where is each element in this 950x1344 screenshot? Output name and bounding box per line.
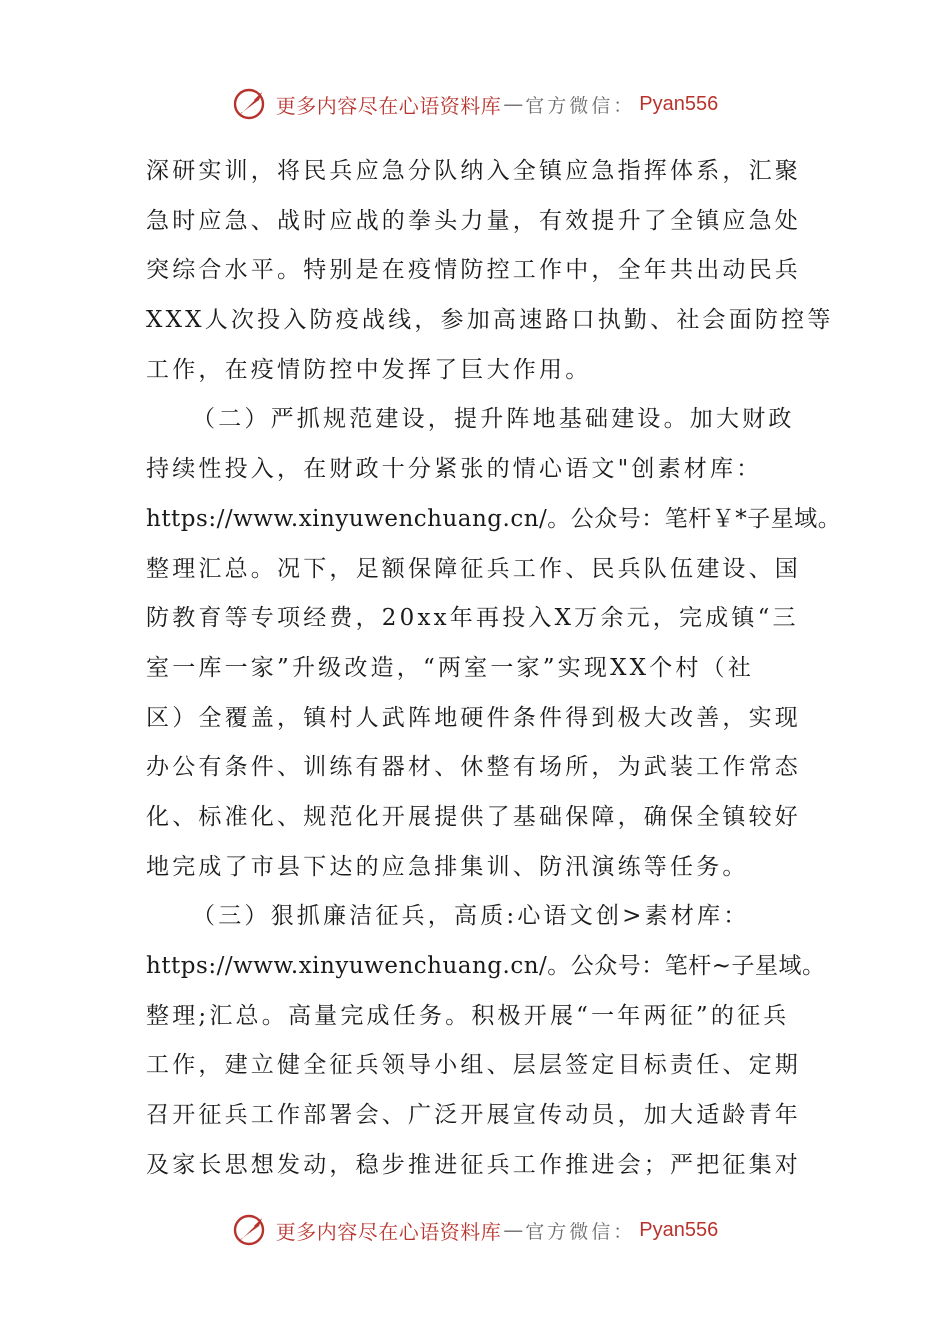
body-line: 召开征兵工作部署会、广泛开展宣传动员，加大适龄青年 (146, 1102, 801, 1129)
body-line: 化、标准化、规范化开展提供了基础保障，确保全镇较好 (146, 803, 801, 830)
section-heading-line: （二）严抓规范建设，提升阵地基础建设。加大财政 (192, 406, 795, 433)
footer-banner (0, 1208, 950, 1252)
body-line: 室一库一家”升级改造，“两室一家”实现XX个村（社 (146, 654, 755, 681)
header-banner (0, 82, 950, 126)
document-body (146, 147, 842, 1190)
body-line: XXX人次投入防疫战线，参加高速路口执勤、社会面防控等 (146, 307, 834, 334)
body-line: 工作，建立健全征兵领导小组、层层签定目标责任、定期 (146, 1052, 801, 1079)
body-line: 整理;汇总。高量完成任务。积极开展“一年两征”的征兵 (146, 1002, 790, 1029)
section-heading-line: （三）狠抓廉洁征兵，高质:心语文创>素材库： (192, 903, 750, 930)
quill-logo-icon (232, 86, 268, 122)
footer-dash: — (503, 1218, 524, 1242)
quill-logo-icon (232, 1212, 268, 1248)
header-wechat-label: 官方微信： (525, 94, 636, 117)
url-line: https://www.xinyuwenchuang.cn/。公众号：笔杆￥*子星域。 (146, 505, 842, 532)
body-line: 突综合水平。特别是在疫情防控工作中，全年共出动民兵 (146, 257, 801, 284)
body-line: 区）全覆盖，镇村人武阵地硬件条件得到极大改善，实现 (146, 704, 801, 731)
body-line: 防教育等专项经费，20xx年再投入X万余元，完成镇“三 (146, 605, 799, 632)
url-line: https://www.xinyuwenchuang.cn/。公众号：笔杆~子星域。 (146, 953, 826, 979)
footer-brand: 更多内容尽在心语资料库 (275, 1219, 502, 1244)
body-line: 深研实训，将民兵应急分队纳入全镇应急指挥体系，汇聚 (146, 158, 801, 184)
body-line: 办公有条件、训练有器材、休整有场所，为武装工作常态 (146, 754, 801, 781)
body-line: 持续性投入，在财政十分紧张的情心语文"创素材库： (146, 456, 763, 483)
header-brand: 更多内容尽在心语资料库 (275, 93, 502, 118)
body-line: 地完成了市县下达的应急排集训、防汛演练等任务。 (146, 853, 749, 880)
footer-wechat-label: 官方微信： (525, 1220, 636, 1243)
body-line: 工作，在疫情防控中发挥了巨大作用。 (146, 356, 592, 383)
footer-wechat-id: Pyan556 (639, 1218, 719, 1241)
header-dash: — (503, 92, 524, 116)
header-wechat-id: Pyan556 (639, 92, 719, 115)
body-line: 及家长思想发动，稳步推进征兵工作推进会；严把征集对 (146, 1151, 801, 1178)
body-line: 急时应急、战时应战的拳头力量，有效提升了全镇应急处 (146, 207, 801, 234)
body-line: 整理汇总。况下，足额保障征兵工作、民兵队伍建设、国 (146, 555, 801, 582)
